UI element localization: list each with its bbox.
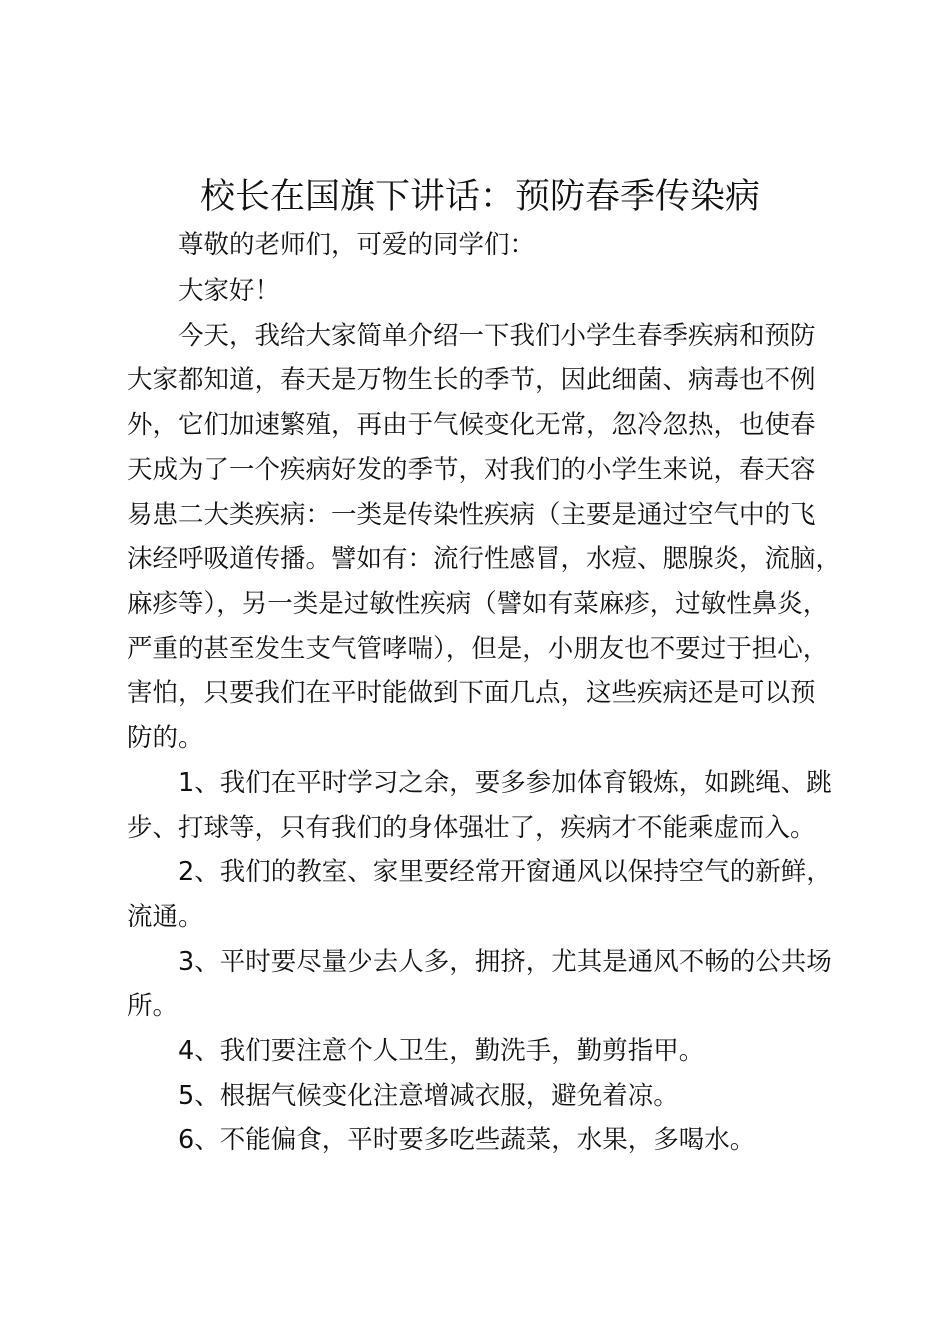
intro-line: 麻疹等），另一类是过敏性疾病（譬如有菜麻疹，过敏性鼻炎， (127, 589, 829, 619)
intro-line: 今天，我给大家简单介绍一下我们小学生春季疾病和预防 (178, 321, 816, 351)
greeting-line: 尊敬的老师们，可爱的同学们： (178, 230, 536, 260)
list-item-4: 4、我们要注意个人卫生，勤洗手，勤剪指甲。 (178, 1036, 705, 1066)
intro-line: 防的。 (127, 723, 204, 753)
intro-line: 易患二大类疾病：一类是传染性疾病（主要是通过空气中的飞 (127, 500, 816, 530)
list-item-3-line: 3、平时要尽量少去人多，拥挤，尤其是通风不畅的公共场 (178, 947, 832, 977)
list-item-2-line: 2、我们的教室、家里要经常开窗通风以保持空气的新鲜， (178, 857, 832, 887)
intro-line: 害怕，只要我们在平时能做到下面几点，这些疾病还是可以预 (127, 678, 816, 708)
list-item-2-line: 流通。 (127, 902, 204, 932)
list-item-5: 5、根据气候变化注意增减衣服，避免着凉。 (178, 1081, 679, 1111)
document-title: 校长在国旗下讲话：预防春季传染病 (199, 177, 760, 217)
salutation-line: 大家好！ (178, 276, 281, 306)
intro-line: 沫经呼吸道传播。譬如有：流行性感冒，水痘、腮腺炎，流脑， (127, 544, 842, 574)
list-item-3-line: 所。 (127, 991, 179, 1021)
list-item-6: 6、不能偏食，平时要多吃些蔬菜，水果，多喝水。 (178, 1125, 756, 1155)
intro-line: 外，它们加速繁殖，再由于气候变化无常，忽冷忽热，也使春 (127, 410, 816, 440)
intro-line: 大家都知道，春天是万物生长的季节，因此细菌、病毒也不例 (127, 365, 816, 395)
list-item-1-line: 1、我们在平时学习之余，要多参加体育锻炼，如跳绳、跳 (178, 768, 832, 798)
intro-line: 严重的甚至发生支气管哮喘），但是，小朋友也不要过于担心， (127, 634, 829, 664)
intro-line: 天成为了一个疾病好发的季节，对我们的小学生来说，春天容 (127, 455, 816, 485)
list-item-1-line: 步、打球等，只有我们的身体强壮了，疾病才不能乘虚而入。 (127, 813, 816, 843)
